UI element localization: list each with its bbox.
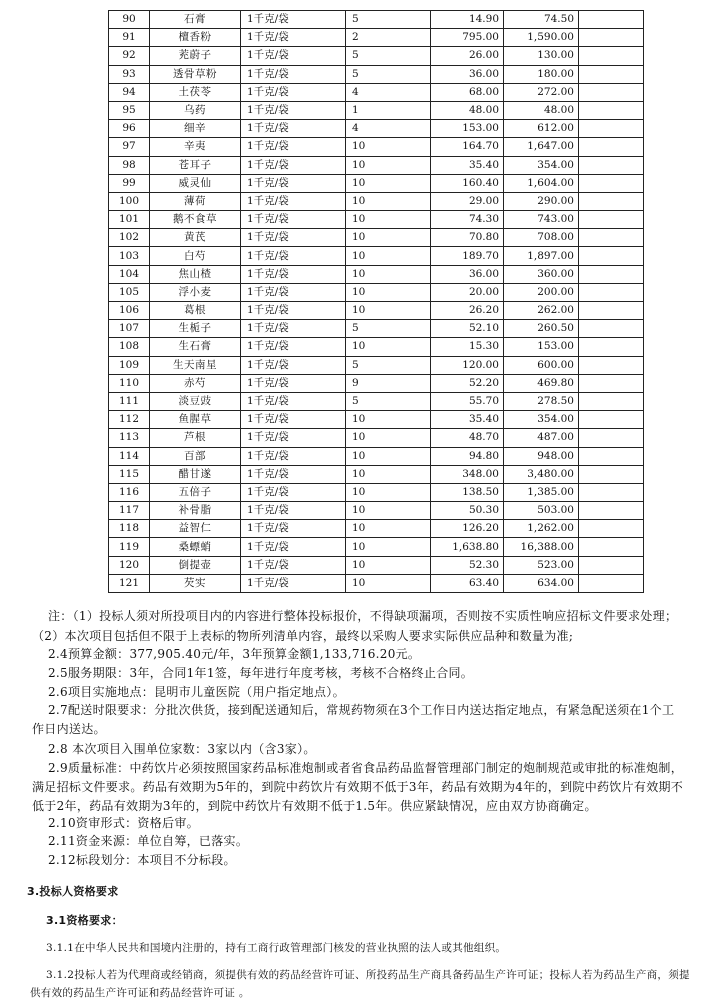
spec-cell: 1千克/袋 xyxy=(241,83,346,101)
spec-cell: 1千克/袋 xyxy=(241,174,346,192)
amount-cell: 16,388.00 xyxy=(504,538,579,556)
section-3-1-heading: 3.1资格要求： xyxy=(46,914,123,927)
drug-name-cell: 浮小麦 xyxy=(150,283,241,301)
blank-cell xyxy=(579,65,644,83)
table-row xyxy=(109,156,644,174)
table-row xyxy=(109,374,644,392)
blank-cell xyxy=(579,247,644,265)
amount-cell: 1,385.00 xyxy=(504,483,579,501)
blank-cell xyxy=(579,520,644,538)
quantity-cell: 10 xyxy=(346,465,431,483)
item-number-cell: 117 xyxy=(109,502,150,520)
quantity-cell: 10 xyxy=(346,520,431,538)
drug-name-cell: 五倍子 xyxy=(150,483,241,501)
item-number-cell: 103 xyxy=(109,247,150,265)
amount-cell: 360.00 xyxy=(504,265,579,283)
item-number-cell: 99 xyxy=(109,174,150,192)
amount-cell: 948.00 xyxy=(504,447,579,465)
drug-name-cell: 百部 xyxy=(150,447,241,465)
amount-cell: 3,480.00 xyxy=(504,465,579,483)
table-row xyxy=(109,574,644,592)
quantity-cell: 10 xyxy=(346,429,431,447)
spec-cell: 1千克/袋 xyxy=(241,29,346,47)
unit-price-cell: 20.00 xyxy=(431,283,504,301)
item-number-cell: 106 xyxy=(109,302,150,320)
table-row xyxy=(109,247,644,265)
amount-cell: 1,262.00 xyxy=(504,520,579,538)
unit-price-cell: 153.00 xyxy=(431,120,504,138)
amount-cell: 272.00 xyxy=(504,83,579,101)
spec-cell: 1千克/袋 xyxy=(241,156,346,174)
table-row xyxy=(109,11,644,29)
amount-cell: 354.00 xyxy=(504,411,579,429)
table-row xyxy=(109,174,644,192)
unit-price-cell: 35.40 xyxy=(431,156,504,174)
item-number-cell: 108 xyxy=(109,338,150,356)
quantity-cell: 10 xyxy=(346,302,431,320)
blank-cell xyxy=(579,138,644,156)
amount-cell: 262.00 xyxy=(504,302,579,320)
drug-name-cell: 土茯苓 xyxy=(150,83,241,101)
quantity-cell: 4 xyxy=(346,83,431,101)
blank-cell xyxy=(579,556,644,574)
item-number-cell: 104 xyxy=(109,265,150,283)
quantity-cell: 10 xyxy=(346,574,431,592)
amount-cell: 469.80 xyxy=(504,374,579,392)
unit-price-cell: 74.30 xyxy=(431,211,504,229)
spec-cell: 1千克/袋 xyxy=(241,338,346,356)
unit-price-cell: 70.80 xyxy=(431,229,504,247)
drug-name-cell: 透骨草粉 xyxy=(150,65,241,83)
drug-name-cell: 威灵仙 xyxy=(150,174,241,192)
drug-name-cell: 茺蔚子 xyxy=(150,47,241,65)
drug-name-cell: 醋甘遂 xyxy=(150,465,241,483)
unit-price-cell: 35.40 xyxy=(431,411,504,429)
item-number-cell: 93 xyxy=(109,65,150,83)
item-2-6-location: 2.6项目实施地点：昆明市儿童医院（用户指定地点）。 xyxy=(48,685,345,699)
spec-cell: 1千克/袋 xyxy=(241,356,346,374)
unit-price-cell: 48.00 xyxy=(431,101,504,119)
blank-cell xyxy=(579,338,644,356)
unit-price-cell: 50.30 xyxy=(431,502,504,520)
spec-cell: 1千克/袋 xyxy=(241,192,346,210)
unit-price-cell: 52.30 xyxy=(431,556,504,574)
quantity-cell: 5 xyxy=(346,11,431,29)
item-number-cell: 121 xyxy=(109,574,150,592)
table-row xyxy=(109,356,644,374)
quantity-cell: 10 xyxy=(346,265,431,283)
unit-price-cell: 55.70 xyxy=(431,392,504,410)
item-number-cell: 95 xyxy=(109,101,150,119)
drug-name-cell: 鱼腥草 xyxy=(150,411,241,429)
drug-list-table xyxy=(108,10,644,593)
spec-cell: 1千克/袋 xyxy=(241,429,346,447)
amount-cell: 523.00 xyxy=(504,556,579,574)
table-row xyxy=(109,265,644,283)
table-row xyxy=(109,447,644,465)
item-number-cell: 111 xyxy=(109,392,150,410)
unit-price-cell: 126.20 xyxy=(431,520,504,538)
item-2-5-service-period: 2.5服务期限：3年，合同1年1签，每年进行年度考核，考核不合格终止合同。 xyxy=(48,666,474,680)
item-number-cell: 100 xyxy=(109,192,150,210)
table-row xyxy=(109,29,644,47)
unit-price-cell: 26.20 xyxy=(431,302,504,320)
drug-name-cell: 辛夷 xyxy=(150,138,241,156)
table-row xyxy=(109,283,644,301)
unit-price-cell: 29.00 xyxy=(431,192,504,210)
table-row xyxy=(109,502,644,520)
spec-cell: 1千克/袋 xyxy=(241,247,346,265)
unit-price-cell: 348.00 xyxy=(431,465,504,483)
drug-name-cell: 细辛 xyxy=(150,120,241,138)
amount-cell: 503.00 xyxy=(504,502,579,520)
spec-cell: 1千克/袋 xyxy=(241,138,346,156)
drug-name-cell: 桑螵蛸 xyxy=(150,538,241,556)
quantity-cell: 1 xyxy=(346,101,431,119)
blank-cell xyxy=(579,83,644,101)
amount-cell: 1,590.00 xyxy=(504,29,579,47)
spec-cell: 1千克/袋 xyxy=(241,11,346,29)
unit-price-cell: 164.70 xyxy=(431,138,504,156)
blank-cell xyxy=(579,29,644,47)
table-row xyxy=(109,429,644,447)
table-row xyxy=(109,320,644,338)
drug-name-cell: 鹅不食草 xyxy=(150,211,241,229)
table-row xyxy=(109,83,644,101)
quantity-cell: 5 xyxy=(346,47,431,65)
spec-cell: 1千克/袋 xyxy=(241,47,346,65)
blank-cell xyxy=(579,320,644,338)
item-number-cell: 102 xyxy=(109,229,150,247)
spec-cell: 1千克/袋 xyxy=(241,120,346,138)
item-number-cell: 97 xyxy=(109,138,150,156)
item-number-cell: 107 xyxy=(109,320,150,338)
table-row xyxy=(109,101,644,119)
quantity-cell: 10 xyxy=(346,338,431,356)
amount-cell: 634.00 xyxy=(504,574,579,592)
table-row xyxy=(109,47,644,65)
spec-cell: 1千克/袋 xyxy=(241,520,346,538)
item-2-11-funds: 2.11资金来源：单位自筹，已落实。 xyxy=(48,834,249,848)
quantity-cell: 10 xyxy=(346,483,431,501)
unit-price-cell: 68.00 xyxy=(431,83,504,101)
quantity-cell: 5 xyxy=(346,392,431,410)
item-number-cell: 91 xyxy=(109,29,150,47)
drug-name-cell: 赤芍 xyxy=(150,374,241,392)
blank-cell xyxy=(579,174,644,192)
drug-name-cell: 淡豆豉 xyxy=(150,392,241,410)
quantity-cell: 10 xyxy=(346,138,431,156)
amount-cell: 612.00 xyxy=(504,120,579,138)
spec-cell: 1千克/袋 xyxy=(241,502,346,520)
quantity-cell: 10 xyxy=(346,156,431,174)
spec-cell: 1千克/袋 xyxy=(241,302,346,320)
unit-price-cell: 26.00 xyxy=(431,47,504,65)
unit-price-cell: 48.70 xyxy=(431,429,504,447)
quantity-cell: 10 xyxy=(346,247,431,265)
spec-cell: 1千克/袋 xyxy=(241,265,346,283)
amount-cell: 48.00 xyxy=(504,101,579,119)
unit-price-cell: 36.00 xyxy=(431,65,504,83)
amount-cell: 600.00 xyxy=(504,356,579,374)
item-number-cell: 115 xyxy=(109,465,150,483)
drug-name-cell: 乌药 xyxy=(150,101,241,119)
blank-cell xyxy=(579,429,644,447)
amount-cell: 153.00 xyxy=(504,338,579,356)
unit-price-cell: 1,638.80 xyxy=(431,538,504,556)
item-number-cell: 109 xyxy=(109,356,150,374)
drug-name-cell: 薄荷 xyxy=(150,192,241,210)
note-2: （2）本次项目包括但不限于上表标的物所列清单内容，最终以采购人要求实际供应品种和数量为准; xyxy=(32,629,574,643)
drug-name-cell: 补骨脂 xyxy=(150,502,241,520)
blank-cell xyxy=(579,120,644,138)
spec-cell: 1千克/袋 xyxy=(241,483,346,501)
drug-name-cell: 葛根 xyxy=(150,302,241,320)
item-2-4-budget: 2.4预算金额：377,905.40元/年，3年预算金额1,133,716.20元。 xyxy=(48,647,421,661)
spec-cell: 1千克/袋 xyxy=(241,556,346,574)
table-row xyxy=(109,411,644,429)
blank-cell xyxy=(579,574,644,592)
spec-cell: 1千克/袋 xyxy=(241,574,346,592)
table-row xyxy=(109,302,644,320)
item-number-cell: 119 xyxy=(109,538,150,556)
table-row xyxy=(109,392,644,410)
quantity-cell: 10 xyxy=(346,447,431,465)
amount-cell: 260.50 xyxy=(504,320,579,338)
item-number-cell: 105 xyxy=(109,283,150,301)
blank-cell xyxy=(579,465,644,483)
unit-price-cell: 63.40 xyxy=(431,574,504,592)
item-number-cell: 110 xyxy=(109,374,150,392)
drug-name-cell: 焦山楂 xyxy=(150,265,241,283)
quantity-cell: 10 xyxy=(346,502,431,520)
blank-cell xyxy=(579,229,644,247)
item-number-cell: 90 xyxy=(109,11,150,29)
item-number-cell: 92 xyxy=(109,47,150,65)
unit-price-cell: 189.70 xyxy=(431,247,504,265)
drug-name-cell: 生栀子 xyxy=(150,320,241,338)
spec-cell: 1千克/袋 xyxy=(241,229,346,247)
amount-cell: 130.00 xyxy=(504,47,579,65)
item-number-cell: 94 xyxy=(109,83,150,101)
quantity-cell: 2 xyxy=(346,29,431,47)
item-2-7-delivery: 2.7配送时限要求：分批次供货，接到配送通知后，常规药物须在3个工作日内送达指定地点，有紧急配送须在1个工作日内送达。 xyxy=(32,703,675,736)
item-2-12-lots: 2.12标段划分：本项目不分标段。 xyxy=(48,853,236,867)
drug-name-cell: 苍耳子 xyxy=(150,156,241,174)
table-row xyxy=(109,538,644,556)
item-number-cell: 96 xyxy=(109,120,150,138)
item-number-cell: 120 xyxy=(109,556,150,574)
item-number-cell: 112 xyxy=(109,411,150,429)
amount-cell: 74.50 xyxy=(504,11,579,29)
amount-cell: 1,647.00 xyxy=(504,138,579,156)
item-number-cell: 118 xyxy=(109,520,150,538)
drug-name-cell: 石膏 xyxy=(150,11,241,29)
item-number-cell: 113 xyxy=(109,429,150,447)
quantity-cell: 5 xyxy=(346,65,431,83)
spec-cell: 1千克/袋 xyxy=(241,465,346,483)
drug-name-cell: 白芍 xyxy=(150,247,241,265)
item-2-10-review: 2.10资审形式：资格后审。 xyxy=(48,816,199,830)
quantity-cell: 4 xyxy=(346,120,431,138)
quantity-cell: 5 xyxy=(346,356,431,374)
blank-cell xyxy=(579,283,644,301)
blank-cell xyxy=(579,302,644,320)
drug-name-cell: 生石膏 xyxy=(150,338,241,356)
unit-price-cell: 94.80 xyxy=(431,447,504,465)
unit-price-cell: 36.00 xyxy=(431,265,504,283)
table-row xyxy=(109,211,644,229)
requirement-3-1-1: 3.1.1在中华人民共和国境内注册的，持有工商行政管理部门核发的营业执照的法人或其他组织。 xyxy=(46,942,507,954)
blank-cell xyxy=(579,265,644,283)
blank-cell xyxy=(579,411,644,429)
spec-cell: 1千克/袋 xyxy=(241,374,346,392)
requirement-3-1-2: 3.1.2投标人若为代理商或经销商，须提供有效的药品经营许可证、所投药品生产商具备药品生产许可证；投标人若为药品生产商，须提供有效的药品生产许可证和药品经营许可证 。 xyxy=(30,969,690,999)
quantity-cell: 10 xyxy=(346,229,431,247)
spec-cell: 1千克/袋 xyxy=(241,65,346,83)
amount-cell: 278.50 xyxy=(504,392,579,410)
table-row xyxy=(109,120,644,138)
spec-cell: 1千克/袋 xyxy=(241,211,346,229)
spec-cell: 1千克/袋 xyxy=(241,283,346,301)
unit-price-cell: 52.20 xyxy=(431,374,504,392)
drug-name-cell: 芡实 xyxy=(150,574,241,592)
amount-cell: 1,604.00 xyxy=(504,174,579,192)
item-number-cell: 98 xyxy=(109,156,150,174)
spec-cell: 1千克/袋 xyxy=(241,538,346,556)
section-3-heading: 3.投标人资格要求 xyxy=(27,885,119,898)
unit-price-cell: 14.90 xyxy=(431,11,504,29)
blank-cell xyxy=(579,374,644,392)
amount-cell: 290.00 xyxy=(504,192,579,210)
spec-cell: 1千克/袋 xyxy=(241,411,346,429)
blank-cell xyxy=(579,538,644,556)
unit-price-cell: 138.50 xyxy=(431,483,504,501)
drug-name-cell: 倒提壶 xyxy=(150,556,241,574)
item-2-9-quality: 2.9质量标准：中药饮片必须按照国家药品标准炮制或者省食品药品监督管理部门制定的炮制规范或审批的标准炮制，满足招标文件要求。药品有效期为5年的，到院中药饮片有效期不低于3年，药品有效期为4年的，到院中药饮片有效期不低于2年，药品有效期为3年的，到院中药饮片有效期不低于1.5年。供应紧缺情况，应由双方协商确定。 xyxy=(32,761,684,813)
item-number-cell: 116 xyxy=(109,483,150,501)
quantity-cell: 10 xyxy=(346,556,431,574)
blank-cell xyxy=(579,356,644,374)
drug-name-cell: 黄芪 xyxy=(150,229,241,247)
drug-name-cell: 益智仁 xyxy=(150,520,241,538)
blank-cell xyxy=(579,11,644,29)
quantity-cell: 10 xyxy=(346,538,431,556)
quantity-cell: 9 xyxy=(346,374,431,392)
drug-list-body xyxy=(109,11,644,593)
table-row xyxy=(109,65,644,83)
quantity-cell: 10 xyxy=(346,211,431,229)
blank-cell xyxy=(579,101,644,119)
spec-cell: 1千克/袋 xyxy=(241,320,346,338)
item-number-cell: 114 xyxy=(109,447,150,465)
blank-cell xyxy=(579,483,644,501)
note-1: 注：（1）投标人须对所投项目内的内容进行整体投标报价，不得缺项漏项，否则按不实质性响应招标文件要求处理； xyxy=(48,609,678,623)
blank-cell xyxy=(579,447,644,465)
quantity-cell: 10 xyxy=(346,174,431,192)
item-2-8-units: 2.8 本次项目入围单位家数：3家以内（含3家）。 xyxy=(48,742,316,756)
quantity-cell: 5 xyxy=(346,320,431,338)
table-row xyxy=(109,192,644,210)
table-row xyxy=(109,520,644,538)
table-row xyxy=(109,138,644,156)
blank-cell xyxy=(579,211,644,229)
amount-cell: 200.00 xyxy=(504,283,579,301)
unit-price-cell: 120.00 xyxy=(431,356,504,374)
quantity-cell: 10 xyxy=(346,192,431,210)
drug-name-cell: 芦根 xyxy=(150,429,241,447)
blank-cell xyxy=(579,47,644,65)
blank-cell xyxy=(579,392,644,410)
amount-cell: 180.00 xyxy=(504,65,579,83)
spec-cell: 1千克/袋 xyxy=(241,101,346,119)
unit-price-cell: 795.00 xyxy=(431,29,504,47)
table-row xyxy=(109,465,644,483)
amount-cell: 487.00 xyxy=(504,429,579,447)
amount-cell: 1,897.00 xyxy=(504,247,579,265)
amount-cell: 708.00 xyxy=(504,229,579,247)
spec-cell: 1千克/袋 xyxy=(241,447,346,465)
table-row xyxy=(109,229,644,247)
quantity-cell: 10 xyxy=(346,283,431,301)
amount-cell: 354.00 xyxy=(504,156,579,174)
unit-price-cell: 15.30 xyxy=(431,338,504,356)
blank-cell xyxy=(579,192,644,210)
table-row xyxy=(109,483,644,501)
table-row xyxy=(109,556,644,574)
drug-name-cell: 生天南星 xyxy=(150,356,241,374)
drug-name-cell: 檀香粉 xyxy=(150,29,241,47)
spec-cell: 1千克/袋 xyxy=(241,392,346,410)
unit-price-cell: 160.40 xyxy=(431,174,504,192)
blank-cell xyxy=(579,156,644,174)
table-row xyxy=(109,338,644,356)
quantity-cell: 10 xyxy=(346,411,431,429)
item-number-cell: 101 xyxy=(109,211,150,229)
amount-cell: 743.00 xyxy=(504,211,579,229)
blank-cell xyxy=(579,502,644,520)
unit-price-cell: 52.10 xyxy=(431,320,504,338)
